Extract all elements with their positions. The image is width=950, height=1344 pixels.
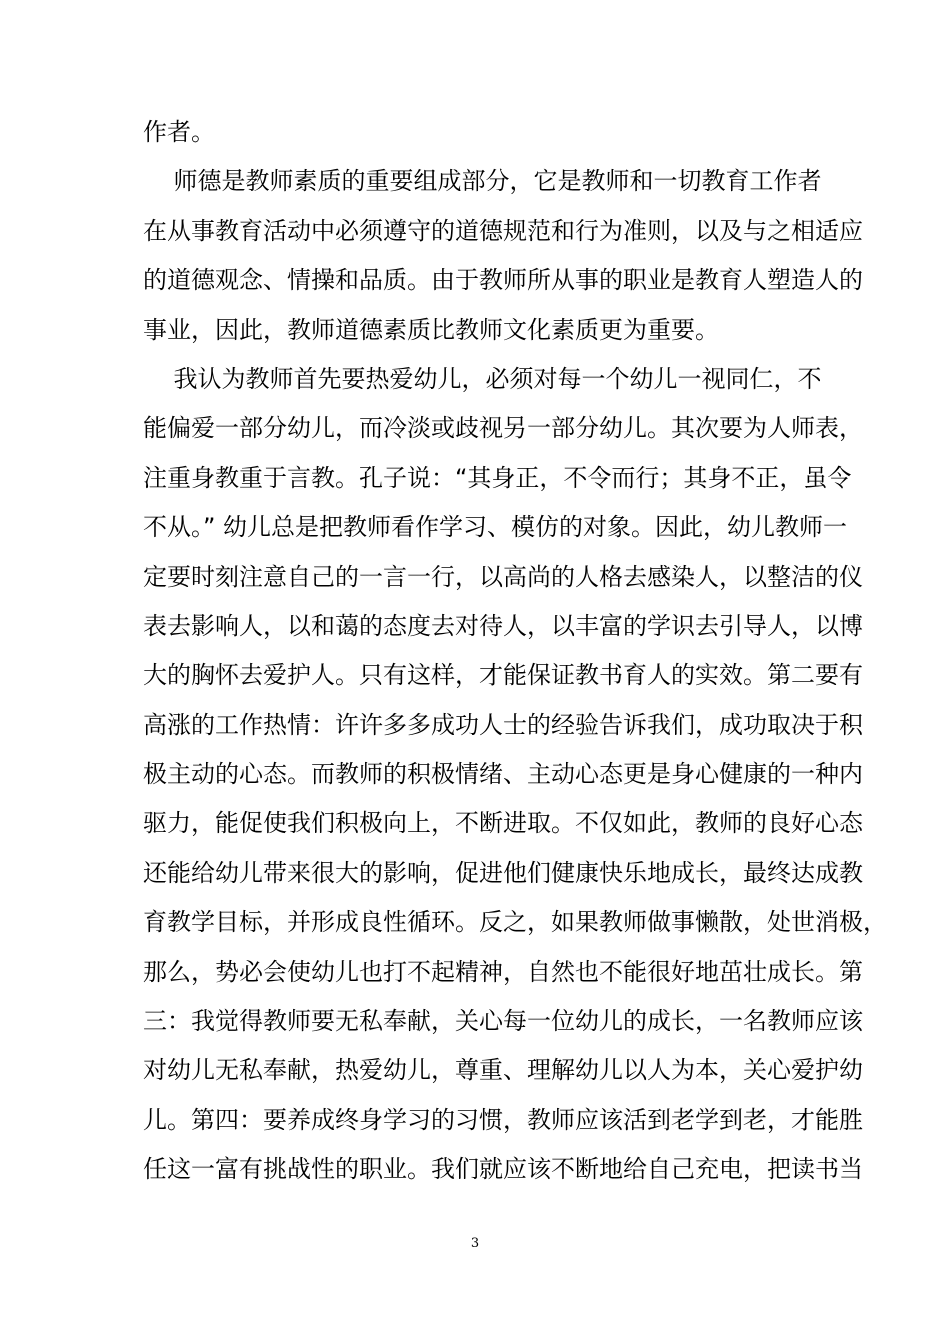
- text-line: 那么，势必会使幼儿也打不起精神，自然也不能很好地茁壮成长。第: [143, 957, 863, 986]
- text-line: 高涨的工作热情：许许多多成功人士的经验告诉我们，成功取决于积: [143, 710, 863, 739]
- text-line: 任这一富有挑战性的职业。我们就应该不断地给自己充电，把读书当: [143, 1155, 863, 1184]
- text-line: 儿。第四：要养成终身学习的习惯，教师应该活到老学到老，才能胜: [143, 1105, 863, 1134]
- text-line: 我认为教师首先要热爱幼儿，必须对每一个幼儿一视同仁，不: [143, 364, 822, 393]
- text-line: 极主动的心态。而教师的积极情绪、主动心态更是身心健康的一种内: [143, 760, 863, 789]
- page-number: 3: [470, 1236, 480, 1251]
- text-line: 定要时刻注意自己的一言一行，以高尚的人格去感染人，以整洁的仪: [143, 562, 863, 591]
- body-text: [143, 108, 887, 1195]
- text-line: 能偏爱一部分幼儿，而冷淡或歧视另一部分幼儿。其次要为人师表，: [143, 414, 863, 443]
- text-line: 还能给幼儿带来很大的影响，促进他们健康快乐地成长，最终达成教: [143, 858, 863, 887]
- text-line: 注重身教重于言教。孔子说：“其身正，不令而行；其身不正，虽令: [143, 463, 852, 492]
- text-line: 不从。” 幼儿总是把教师看作学习、模仿的对象。因此，幼儿教师一: [143, 513, 848, 542]
- text-line: 事业，因此，教师道德素质比教师文化素质更为重要。: [143, 315, 719, 344]
- text-line: 三：我觉得教师要无私奉献，关心每一位幼儿的成长，一名教师应该: [143, 1007, 863, 1036]
- text-line: 的道德观念、情操和品质。由于教师所从事的职业是教育人塑造人的: [143, 266, 863, 295]
- text-line: 对幼儿无私奉献，热爱幼儿，尊重、理解幼儿以人为本，关心爱护幼: [143, 1056, 863, 1085]
- text-line: 作者。: [143, 118, 215, 146]
- text-line: 大的胸怀去爱护人。只有这样，才能保证教书育人的实效。第二要有: [143, 661, 863, 690]
- text-line: 在从事教育活动中必须遵守的道德规范和行为准则，以及与之相适应: [143, 216, 863, 245]
- text-line: 表去影响人，以和蔼的态度去对待人，以丰富的学识去引导人，以博: [143, 611, 863, 640]
- text-line: 育教学目标，并形成良性循环。反之，如果教师做事懒散，处世消极，: [143, 908, 887, 937]
- text-line: 师德是教师素质的重要组成部分，它是教师和一切教育工作者: [143, 167, 822, 196]
- text-line: 驱力，能促使我们积极向上，不断进取。不仅如此，教师的良好心态: [143, 809, 863, 838]
